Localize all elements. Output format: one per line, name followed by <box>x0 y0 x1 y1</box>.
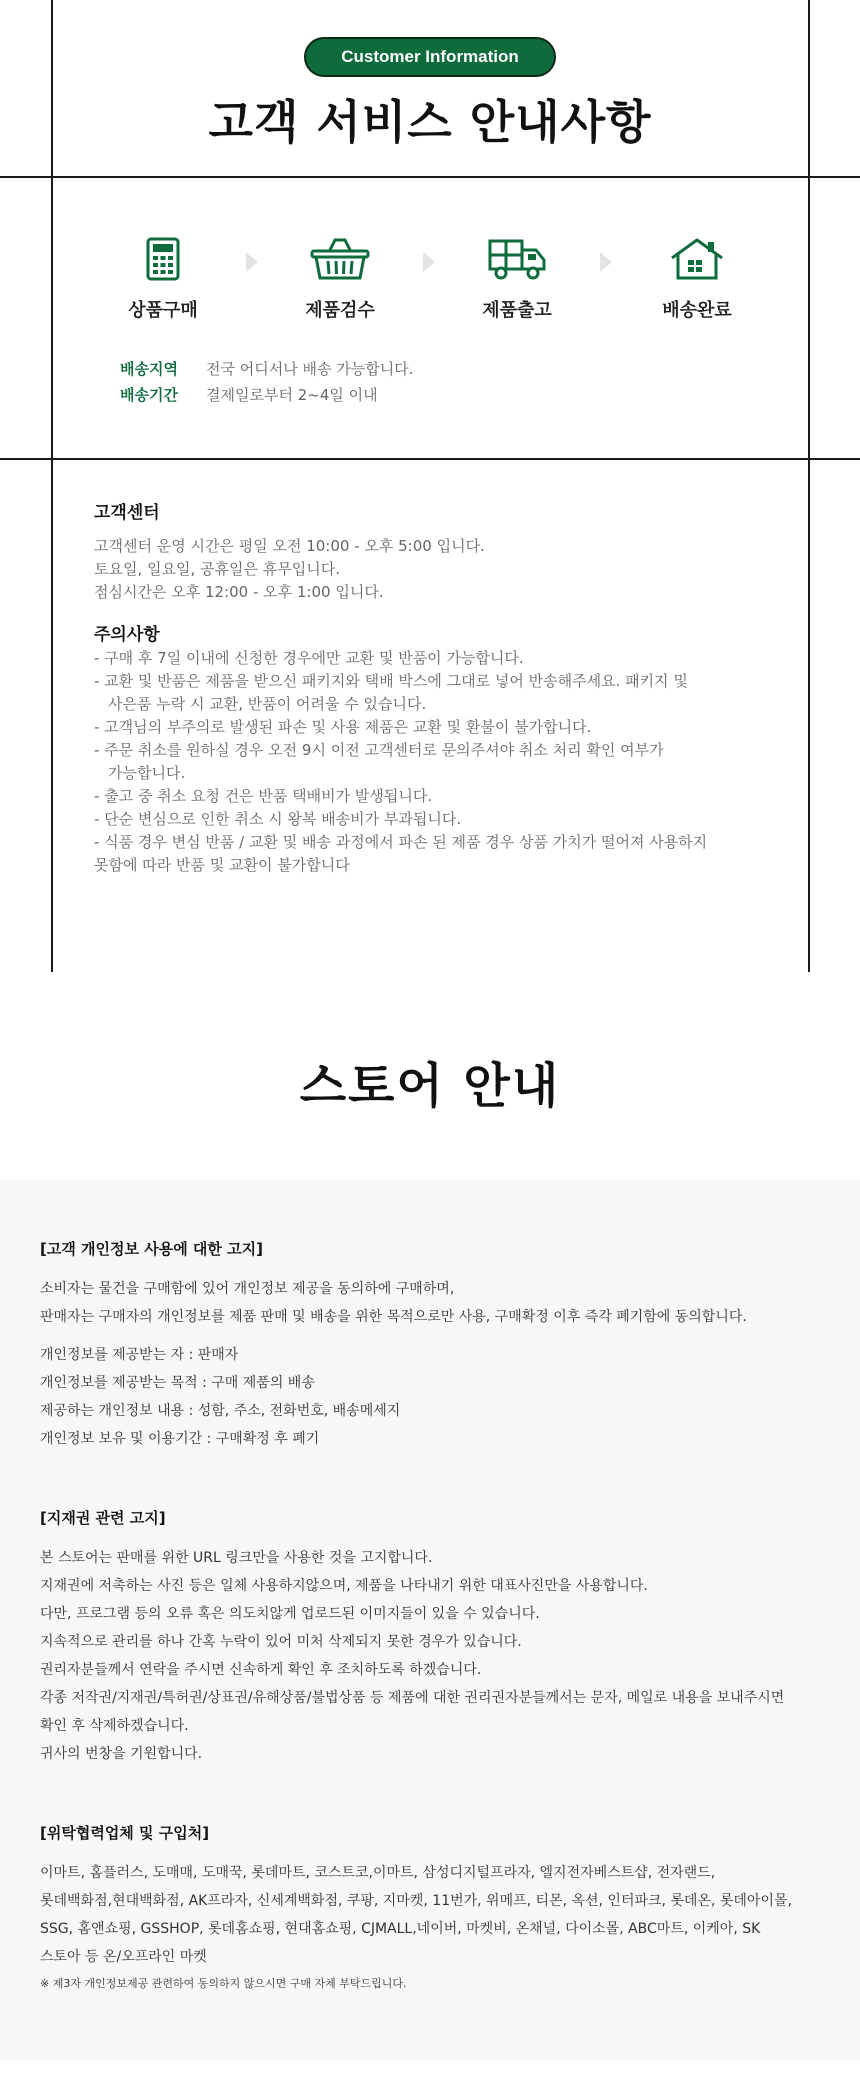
notice-item: - 출고 중 취소 요청 건은 반품 택배비가 발생됩니다. <box>94 787 433 805</box>
shipping-region-label: 배송지역 <box>120 360 178 378</box>
notice-item: - 식품 경우 변심 반품 / 교환 및 배송 과정에서 파손 된 제품 경우 상품 가치가 떨어져 사용하지 <box>94 833 708 851</box>
copyright-line: 확인 후 삭제하겠습니다. <box>40 1718 189 1734</box>
copyright-line: 지속적으로 관리를 하나 간혹 누락이 있어 미처 삭제되지 못한 경우가 있습니다. <box>40 1634 522 1650</box>
shipping-region-value: 전국 어디서나 배송 가능합니다. <box>206 360 414 378</box>
notice-heading: 주의사항 <box>94 625 160 645</box>
copyright-line: 권리자분들께서 연락을 주시면 신속하게 확인 후 조치하도록 하겠습니다. <box>40 1662 482 1678</box>
notice-item: 못함에 따라 반품 및 교환이 불가합니다 <box>94 856 350 874</box>
copyright-line: 다만, 프로그램 등의 오류 혹은 의도치않게 업로드된 이미지들이 있을 수 있습니다. <box>40 1606 540 1622</box>
store-title: 스토어 안내 <box>299 1057 561 1114</box>
step-label: 제품검수 <box>305 300 375 321</box>
privacy-detail: 개인정보를 제공받는 목적 : 구매 제품의 배송 <box>40 1375 315 1391</box>
notice-item: - 고객님의 부주의로 발생된 파손 및 사용 제품은 교환 및 환불이 불가합니다. <box>94 718 592 736</box>
notice-item: - 단순 변심으로 인한 취소 시 왕복 배송비가 부과됩니다. <box>94 810 462 828</box>
step-shipment <box>442 236 592 322</box>
customer-center-line: 점심시간은 오후 12:00 - 오후 1:00 입니다. <box>94 583 384 601</box>
partners-heading: [위탁협력업체 및 구입처] <box>40 1824 210 1842</box>
notice-item: - 주문 취소를 원하실 경우 오전 9시 이전 고객센터로 문의주셔야 취소 처리 확인 여부가 <box>94 741 664 759</box>
notice-item: 사은품 누락 시 교환, 반품이 어려울 수 있습니다. <box>108 695 427 713</box>
step-label: 배송완료 <box>662 300 732 321</box>
customer-info-section <box>0 0 860 972</box>
copyright-line: 본 스토어는 판매를 위한 URL 링크만을 사용한 것을 고지합니다. <box>40 1550 433 1566</box>
step-purchase <box>88 236 238 322</box>
delivery-truck-icon <box>486 236 548 282</box>
privacy-heading: [고객 개인정보 사용에 대한 고지] <box>40 1240 263 1258</box>
copyright-heading: [지재권 관련 고지] <box>40 1509 166 1527</box>
step-arrow-icon <box>246 252 258 272</box>
privacy-line: 소비자는 물건을 구매함에 있어 개인정보 제공을 동의하에 구매하며, <box>40 1281 455 1297</box>
customer-center-line: 토요일, 일요일, 공휴일은 휴무입니다. <box>94 560 340 578</box>
privacy-detail: 개인정보 보유 및 이용기간 : 구매확정 후 폐기 <box>40 1431 320 1447</box>
partners-line: 롯데백화점,현대백화점, AK프라자, 신세계백화점, 쿠팡, 지마켓, 11번가, 위메프, 티몬, 옥션, 인터파크, 롯데온, 롯데아이몰, <box>40 1893 792 1909</box>
privacy-line: 판매자는 구매자의 개인정보를 제품 판매 및 배송을 위한 목적으로만 사용, 구매확정 이후 즉각 폐기함에 동의합니다. <box>40 1309 747 1325</box>
notice-item: - 구매 후 7일 이내에 신청한 경우에만 교환 및 반품이 가능합니다. <box>94 649 524 667</box>
basket-icon <box>309 236 371 282</box>
order-process-steps <box>0 236 860 326</box>
copyright-line: 지재권에 저촉하는 사진 등은 일체 사용하지않으며, 제품을 나타내기 위한 대표사진만을 사용합니다. <box>40 1578 648 1594</box>
calculator-icon <box>140 236 186 282</box>
step-arrow-icon <box>600 252 612 272</box>
shipping-period-label: 배송기간 <box>120 386 178 404</box>
step-delivered <box>622 236 772 322</box>
customer-center-heading: 고객센터 <box>94 503 160 523</box>
notice-list <box>94 647 774 877</box>
shipping-info <box>120 356 413 408</box>
frame-line-middle <box>0 458 860 460</box>
privacy-detail: 제공하는 개인정보 내용 : 성함, 주소, 전화번호, 배송메세지 <box>40 1403 401 1419</box>
partners-line: 스토아 등 온/오프라인 마켓 <box>40 1949 207 1965</box>
store-info-section <box>0 972 860 2060</box>
shipping-period-value: 결제일로부터 2~4일 이내 <box>206 386 378 404</box>
store-header <box>0 972 860 1180</box>
customer-center-line: 고객센터 운영 시간은 평일 오전 10:00 - 오후 5:00 입니다. <box>94 537 485 555</box>
partners-line: 이마트, 홈플러스, 도매매, 도매꾹, 롯데마트, 코스트코,이마트, 삼성디지털프라자, 엘지전자베스트샵, 전자랜드, <box>40 1865 716 1881</box>
store-body <box>0 1180 860 2060</box>
step-label: 상품구매 <box>128 300 198 321</box>
notice-item: 가능합니다. <box>108 764 186 782</box>
customer-info-badge: Customer Information <box>304 37 556 77</box>
partners-note: ※ 제3자 개인정보제공 관련하여 동의하지 않으시면 구매 자체 부탁드립니다. <box>40 1977 407 1990</box>
customer-service-title: 고객 서비스 안내사항 <box>208 95 652 149</box>
customer-center-block <box>94 498 774 877</box>
notice-item: - 교환 및 반품은 제품을 받으신 패키지와 택배 박스에 그대로 넣어 반송해주세요. 패키지 및 <box>94 672 688 690</box>
privacy-detail: 개인정보를 제공받는 자 : 판매자 <box>40 1347 239 1363</box>
step-arrow-icon <box>423 252 435 272</box>
step-label: 제품출고 <box>482 300 552 321</box>
house-icon <box>668 236 726 282</box>
copyright-line: 각종 저작권/지재권/특허권/상표권/유해상품/불법상품 등 제품에 대한 권리권자분들께서는 문자, 메일로 내용을 보내주시면 <box>40 1690 785 1706</box>
frame-line-top <box>0 176 860 178</box>
step-inspection <box>265 236 415 322</box>
copyright-line: 귀사의 번창을 기원합니다. <box>40 1746 203 1762</box>
partners-line: SSG, 홈앤쇼핑, GSSHOP, 롯데홈쇼핑, 현대홈쇼핑, CJMALL,네이버, 마켓비, 온채널, 다이소몰, ABC마트, 이케아, SK <box>40 1921 761 1937</box>
